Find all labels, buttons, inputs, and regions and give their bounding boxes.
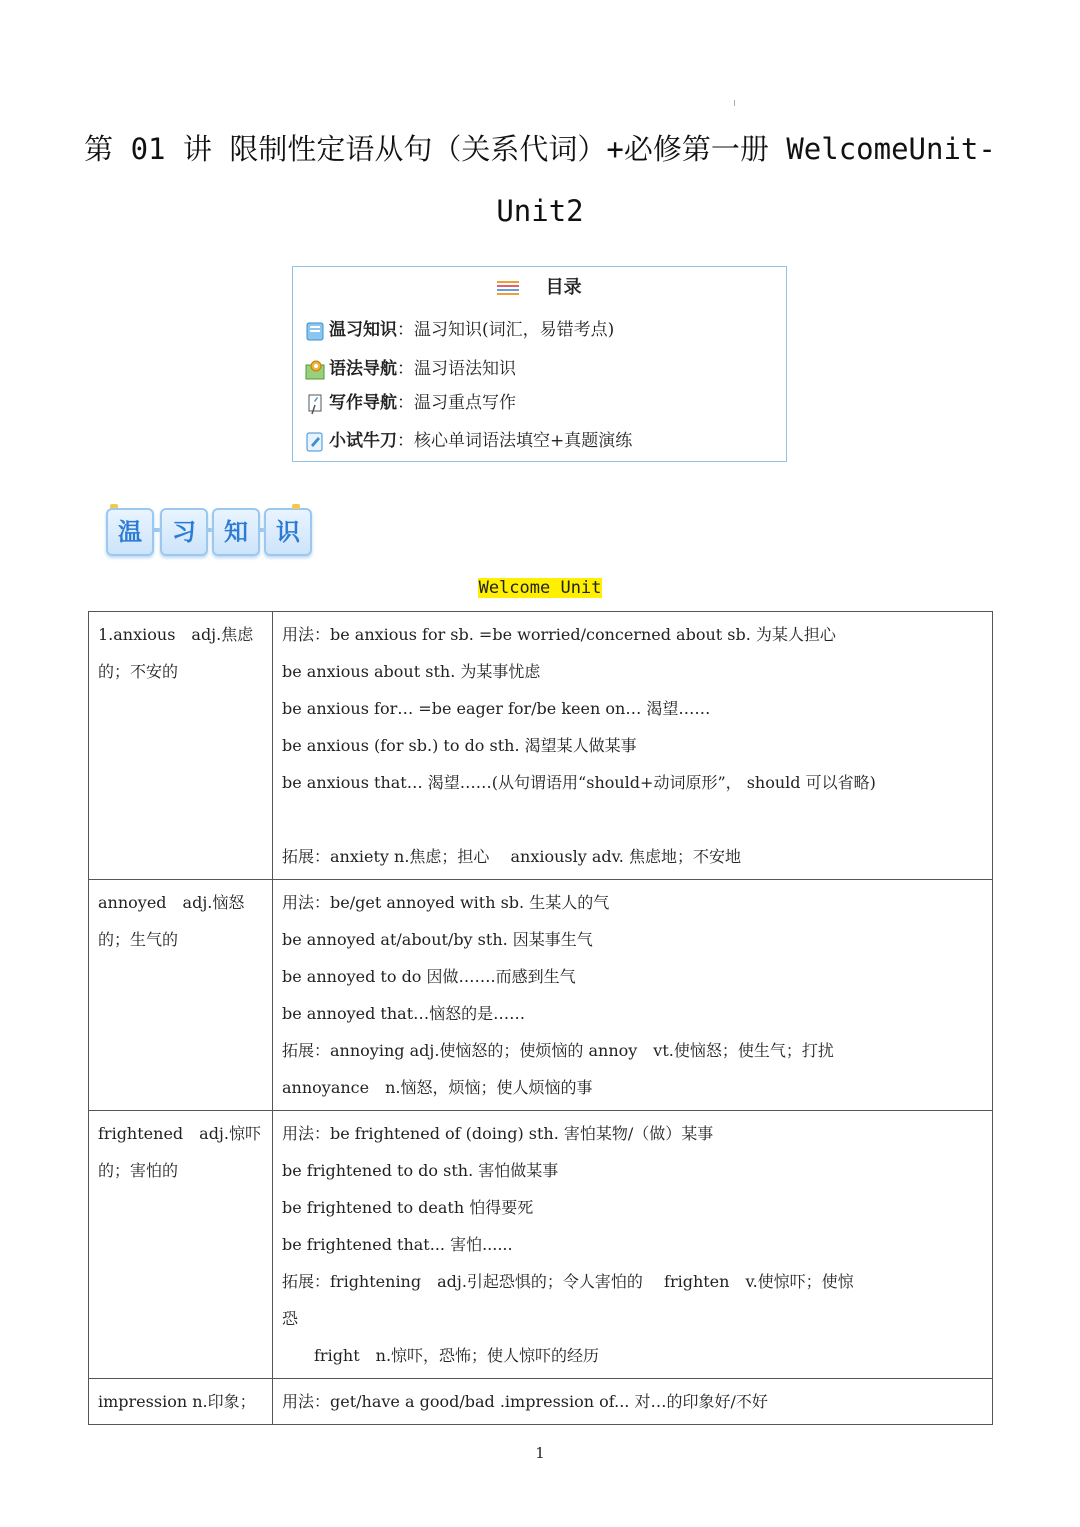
vocab-word-cell: 1.anxious adj.焦虑的；不安的: [89, 612, 273, 880]
table-row: [89, 880, 993, 1111]
badge-char: 习: [160, 508, 208, 556]
vocab-usage-cell: 用法：be frightened of (doing) sth. 害怕某物/（做）某事 be frightened to do sth. 害怕做某事 be frightened to death 怕得要死 be frightened that... 害怕...... 拓展：frightening adj.引起恐惧的；令人害怕的 frighten v.使惊吓；使惊 恐 fright n.惊吓，恐怖；使人惊吓的经历: [273, 1111, 993, 1379]
vocab-word-cell: annoyed adj.恼怒的；生气的: [89, 880, 273, 1111]
page-number: 1: [535, 1444, 545, 1462]
table-of-contents: [292, 266, 787, 462]
vocab-word-cell: frightened adj.惊吓的；害怕的: [89, 1111, 273, 1379]
vocab-usage-cell: 用法：get/have a good/bad .impression of... 对…的印象好/不好: [273, 1379, 993, 1425]
toc-item-writing[interactable]: 写作导航：温习重点写作: [305, 388, 516, 415]
toc-item-text: 温习语法知识: [414, 359, 516, 379]
table-row: [89, 1111, 993, 1379]
toc-item-text: 核心单词语法填空+真题演练: [414, 431, 633, 451]
badge-char: 温: [106, 508, 154, 556]
vocab-word-cell: impression n.印象；: [89, 1379, 273, 1425]
toc-heading: 目录: [545, 277, 582, 298]
vocab-usage-cell: 用法：be anxious for sb. =be worried/concerned about sb. 为某人担心 be anxious about sth. 为某事忧虑 be anxious for… =be eager for/be keen on… 渴望…… be anxious (for sb.) to do sth. 渴望某人做某事 be anxious that… 渴望……(从句谓语用“should+动词原形”， should 可以省略) 拓展：anxiety n.焦虑；担心 anxiously adv. 焦虑地；不安地: [273, 612, 993, 880]
book-icon: [305, 320, 325, 342]
map-pin-icon: [305, 359, 325, 381]
edit-icon: [305, 431, 325, 453]
toc-item-review[interactable]: 温习知识：温习知识(词汇，易错考点): [305, 315, 614, 342]
page-title: 第 01 讲 限制性定语从句（关系代词）+必修第一册 WelcomeUnit-Unit2: [84, 132, 996, 228]
vocab-usage-cell: 用法：be/get annoyed with sb. 生某人的气 be annoyed at/about/by sth. 因某事生气 be annoyed to do 因做…….而感到生气 be annoyed that…恼怒的是…… 拓展：annoying adj.使恼怒的；使烦恼的 annoy vt.使恼怒；使生气；打扰 annoyance n.恼怒，烦恼；使人烦恼的事: [273, 880, 993, 1111]
pen-icon: [305, 393, 325, 415]
stray-mark: [734, 100, 735, 106]
badge-char: 知: [212, 508, 260, 556]
badge-char: 识: [264, 508, 312, 556]
toc-item-text: 温习重点写作: [414, 393, 516, 413]
toc-item-grammar[interactable]: 语法导航：温习语法知识: [305, 354, 516, 381]
vocabulary-table: [88, 611, 993, 1425]
toc-item-text: 温习知识(词汇，易错考点): [414, 320, 615, 340]
toc-item-practice[interactable]: 小试牛刀：核心单词语法填空+真题演练: [305, 426, 632, 453]
table-row: [89, 1379, 993, 1425]
section-heading: Welcome Unit: [478, 578, 602, 598]
table-row: [89, 612, 993, 880]
list-icon: [497, 280, 519, 296]
